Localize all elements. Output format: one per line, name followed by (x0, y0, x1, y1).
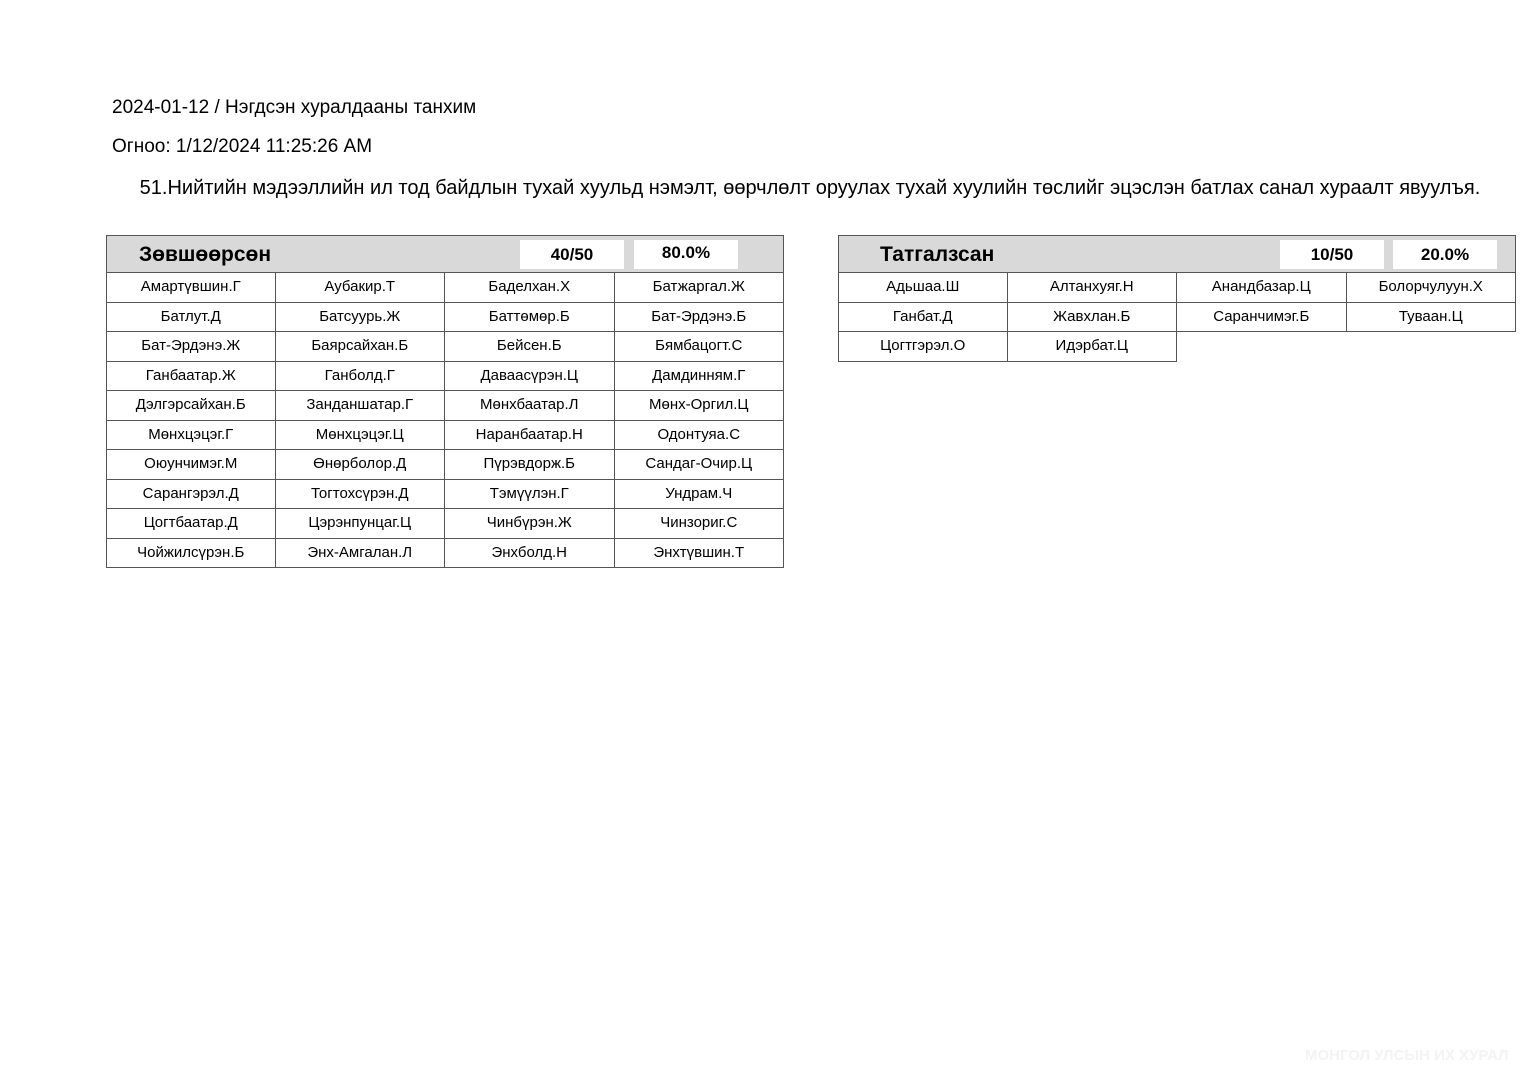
approve-label: Зөвшөөрсөн (139, 243, 272, 266)
approve-member-name: Энхтүвшин.Т (614, 538, 785, 569)
approve-member-name: Цогтбаатар.Д (106, 508, 276, 539)
reject-member-name: Адьшаа.Ш (838, 272, 1008, 303)
approve-member-name: Бямбацогт.С (614, 331, 785, 362)
watermark: МОНГОЛ УЛСЫН ИХ ХУРАЛ (1305, 1047, 1509, 1064)
approve-member-name: Бат-Эрдэнэ.Ж (106, 331, 276, 362)
approve-member-name: Оюунчимэг.М (106, 449, 276, 480)
approve-member-name: Сарангэрэл.Д (106, 479, 276, 510)
approve-member-name: Ганбаатар.Ж (106, 361, 276, 392)
vote-date-label: Огноо: (112, 136, 171, 157)
approve-member-name: Дамдинням.Г (614, 361, 785, 392)
approve-member-name: Чинбүрэн.Ж (444, 508, 615, 539)
approve-member-name: Занданшатар.Г (275, 390, 446, 421)
approve-member-name: Одонтуяа.С (614, 420, 785, 451)
reject-member-name: Анандбазар.Ц (1176, 272, 1347, 303)
approve-member-name: Сандаг-Очир.Ц (614, 449, 785, 480)
approve-member-name: Дэлгэрсайхан.Б (106, 390, 276, 421)
approve-member-name: Цэрэнпунцаг.Ц (275, 508, 446, 539)
approve-member-name: Энхболд.Н (444, 538, 615, 569)
reject-label: Татгалзсан (880, 243, 995, 266)
approve-member-name: Чойжилсүрэн.Б (106, 538, 276, 569)
approve-member-name: Ганболд.Г (275, 361, 446, 392)
approve-member-name: Мөнхцэцэг.Ц (275, 420, 446, 451)
approve-count: 40/50 (520, 240, 624, 269)
approve-member-name: Мөнхбаатар.Л (444, 390, 615, 421)
reject-count: 10/50 (1280, 240, 1384, 269)
approve-member-name: Пүрэвдорж.Б (444, 449, 615, 480)
reject-member-name: Болорчулуун.Х (1346, 272, 1517, 303)
approve-member-name: Баделхан.Х (444, 272, 615, 303)
approve-member-name: Тогтохсүрэн.Д (275, 479, 446, 510)
approve-member-name: Даваасүрэн.Ц (444, 361, 615, 392)
approve-member-name: Өнөрболор.Д (275, 449, 446, 480)
vote-date-line (112, 136, 372, 158)
reject-member-name: Жавхлан.Б (1007, 302, 1178, 333)
session-heading: 2024-01-12 / Нэгдсэн хуралдааны танхим (112, 97, 477, 118)
approve-member-name: Мөнхцэцэг.Г (106, 420, 276, 451)
reject-member-name: Алтанхуяг.Н (1007, 272, 1178, 303)
approve-member-name: Ундрам.Ч (614, 479, 785, 510)
approve-member-name: Мөнх-Оргил.Ц (614, 390, 785, 421)
reject-member-name: Туваан.Ц (1346, 302, 1517, 333)
reject-member-name: Цогтгэрэл.О (838, 331, 1008, 362)
approve-member-name: Амартүвшин.Г (106, 272, 276, 303)
reject-panel-header (838, 235, 1516, 273)
approve-member-name: Баярсайхан.Б (275, 331, 446, 362)
reject-percent: 20.0% (1393, 240, 1497, 269)
approve-member-name: Тэмүүлэн.Г (444, 479, 615, 510)
reject-member-name: Ганбат.Д (838, 302, 1008, 333)
approve-panel-header (106, 235, 784, 273)
vote-date-value: 1/12/2024 11:25:26 AM (175, 136, 373, 157)
approve-member-name: Бейсен.Б (444, 331, 615, 362)
reject-name-grid (838, 273, 1516, 362)
approve-member-name: Батсуурь.Ж (275, 302, 446, 333)
approve-member-name: Батлут.Д (106, 302, 276, 333)
approve-member-name: Энх-Амгалан.Л (275, 538, 446, 569)
approve-panel (106, 235, 784, 568)
approve-member-name: Батжаргал.Ж (614, 272, 785, 303)
approve-percent: 80.0% (634, 240, 738, 269)
reject-member-name: Идэрбат.Ц (1007, 331, 1178, 362)
approve-member-name: Аубакир.Т (275, 272, 446, 303)
motion-title: 51.Нийтийн мэдээллийн ил тод байдлын тухай хуульд нэмэлт, өөрчлөлт оруулах тухай хуулийн төслийг эцэслэн батлах санал хураалт явуулъя. (139, 177, 1481, 199)
reject-panel (838, 235, 1516, 362)
approve-member-name: Наранбаатар.Н (444, 420, 615, 451)
reject-member-name: Саранчимэг.Б (1176, 302, 1347, 333)
approve-member-name: Бат-Эрдэнэ.Б (614, 302, 785, 333)
approve-member-name: Чинзориг.С (614, 508, 785, 539)
approve-name-grid (106, 273, 784, 568)
approve-member-name: Баттөмөр.Б (444, 302, 615, 333)
